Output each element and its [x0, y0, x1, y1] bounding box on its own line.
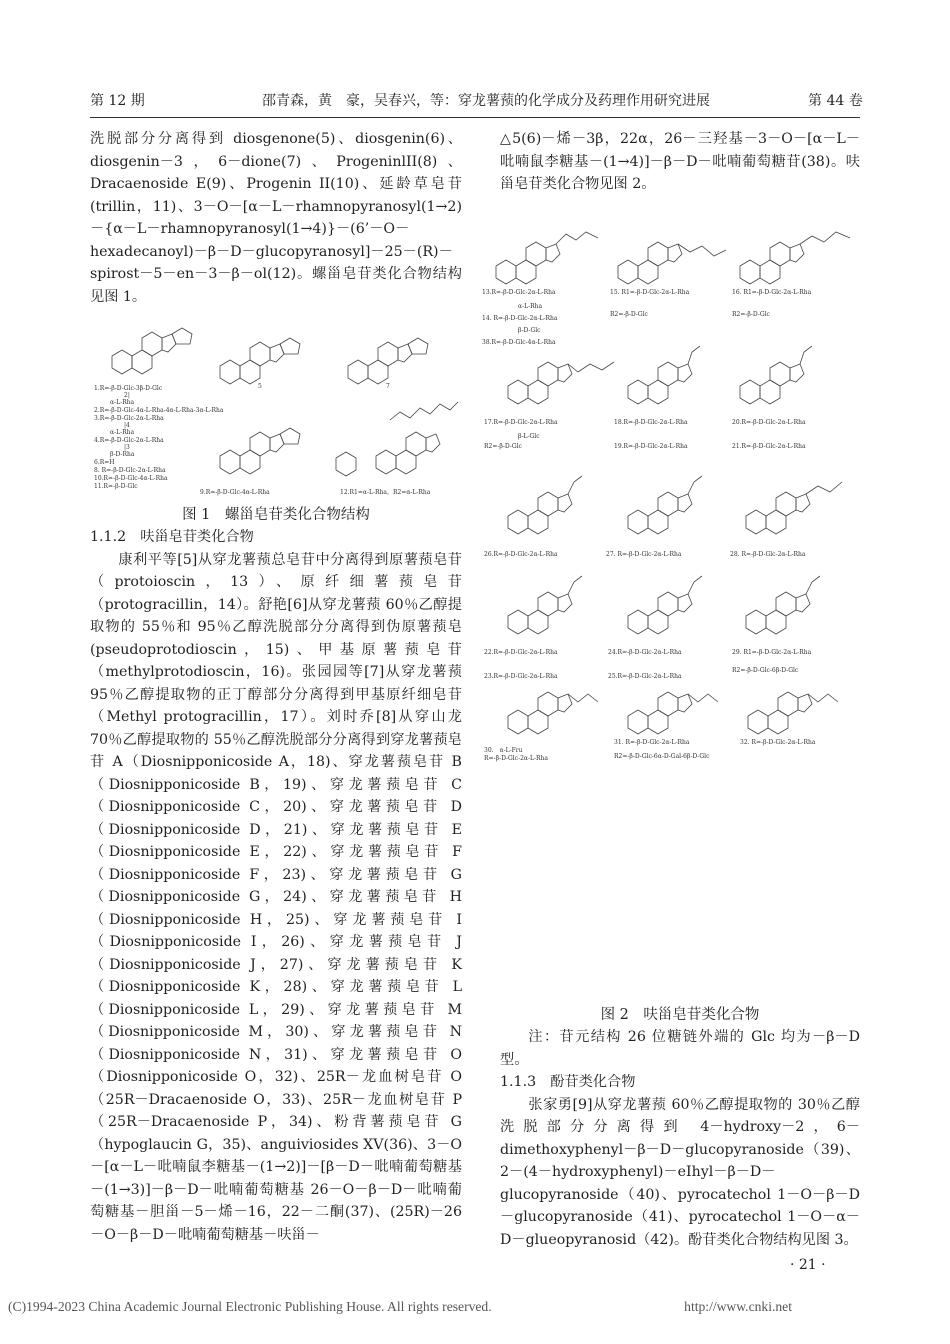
section-heading-1-1-2: 1.1.2 呋甾皂苷类化合物 [90, 529, 254, 545]
header-issue: 第 12 期 [90, 93, 145, 109]
right-column-bottom [500, 1026, 860, 1251]
header-rule [90, 117, 860, 118]
fig2-label: R2=-β-D-Glc [732, 311, 770, 318]
fig2-label: α-L-Rha [518, 303, 543, 310]
fig2-label: β-L-Glc [518, 433, 540, 440]
paragraph-furostanol: 康利平等[5]从穿龙薯蓣总皂苷中分离得到原薯蓣皂苷（protoioscin，13）、原纤细薯蓣皂苷（protogracillin，14）。舒艳[6]从穿龙薯蓣 60％乙醇提取物的 55％和 95％乙醇洗脱部分分离得到伪原薯蓣皂(pseudoprotodioscin，15)、甲基原薯蓣皂苷（methylprotodioscin，16)。张园园等[7]从穿龙薯蓣 95％乙醇提取物的正丁醇部分分离得到甲基原纤细皂苷（Methyl protogracillin，17）。刘时乔[8]从穿山龙 70％乙醇提取物的 55％乙醇洗脱部分分离得到穿龙薯蓣皂苷 A（Diosnipponicoside A，18)、穿龙薯蓣皂苷 B（Diosnipponicoside B，19)、穿龙薯蓣皂苷 C（Diosnipponicoside C，20)、穿龙薯蓣皂苷 D（Diosnipponicoside D，21)、穿龙薯蓣皂苷 E（Diosnipponicoside E，22)、穿龙薯蓣皂苷 F（Diosnipponicoside F，23)、穿龙薯蓣皂苷 G（Diosnipponicoside G，24)、穿龙薯蓣皂苷 H（Diosnipponicoside H，25)、穿龙薯蓣皂苷 I（Diosnipponicoside I，26)、穿龙薯蓣皂苷 J（Diosnipponicoside J，27)、穿龙薯蓣皂苷 K（Diosnipponicoside K，28)、穿龙薯蓣皂苷 L（Diosnipponicoside L，29)、穿龙薯蓣皂苷 M（Diosnipponicoside M，30)、穿龙薯蓣皂苷 N（Diosnipponicoside N，31)、穿龙薯蓣皂苷 O（Diosnipponicoside O，32)、25R－龙血树皂苷 O（25R－Dracaenoside O，33)、25R－龙血树皂苷 P（25R－Dracaenoside P，34)、粉背薯蓣皂苷 G（hypoglaucin G，35)、anguiviosides XV(36)、3－O－[α－L－吡喃鼠李糖基－(1→2)]－[β－D－吡喃葡萄糖基－(1→3)]－β－D－吡喃葡萄糖基 26－O－β－D－吡喃葡萄糖基－胆甾－5－烯－16，22－二酮(37)、(25R)－26－O－β－D－吡喃葡萄糖基－呋甾－ [90, 551, 462, 1243]
fig1-label: 12.R1=α-L-Rha，R2=α-L-Rha [340, 489, 431, 496]
footer-copyright: (C)1994-2023 China Academic Journal Electronic Publishing House. All rights reserved. [8, 1299, 492, 1314]
section-heading-1-1-3: 1.1.3 酚苷类化合物 [500, 1074, 636, 1090]
fig2-label: R2=-β-D-Glc-6α-D-Gal-6β-D-Glc [614, 753, 710, 760]
paragraph-phenolic: 张家勇[9]从穿龙薯蓣 60％乙醇提取物的 30％乙醇洗脱部分分离得到 4－hydroxy－2，6－dimethoxyphenyl－β－D－glucopyranoside（39)、2－(4－hydroxyphenyl)－eIhyl－β－D－glucopyranoside（40)、pyrocatechol 1－O－β－D－glucopyranoside（41)、pyrocatechol 1－O－α－D－glueopyranosid（42)。酚苷类化合物结构见图 3。 [500, 1096, 860, 1248]
fig2-label: R2=-β-D-Glc-6β-D-Glc [732, 667, 799, 674]
fig2-label: 15. R1=-β-D-Glc-2α-L-Rha [610, 289, 690, 296]
fig2-label: 38.R=-β-D-Glc-4α-L-Rha [482, 339, 556, 346]
fig2-label: 31. R=-β-D-Glc-2α-L-Rha [614, 739, 690, 746]
fig2-label: 23.R=-β-D-Glc-2α-L-Rha [484, 673, 558, 680]
fig2-label: R2=-β-D-Glc [610, 311, 648, 318]
fig2-label: 16. R1=-β-D-Glc-2α-L-Rha [732, 289, 812, 296]
fig1-label: 2.R=-β-D-Glc-4α-L-Rha-4α-L-Rha-3α-L-Rha [94, 407, 224, 414]
fig1-label: β-D-Rha [110, 451, 135, 458]
left-column-top [90, 128, 462, 308]
steroid-skeleton-1 [112, 328, 192, 374]
steroid-skeleton-5 [220, 338, 300, 384]
fig2-label: 32. R=-β-D-Glc-2α-L-Rha [740, 739, 816, 746]
left-column-bottom [90, 526, 462, 1246]
fig2-label: 29. R1=-β-D-Glc-2α-L-Rha [732, 649, 812, 656]
fig2-label: 27. R=-β-D-Glc-2α-L-Rha [606, 551, 682, 558]
footer [8, 1299, 942, 1315]
figure-2-caption: 图 2 呋甾皂苷类化合物 [600, 1007, 760, 1023]
fig2-label: 24.R=-β-D-Glc-2α-L-Rha [608, 649, 682, 656]
paragraph-compound-38: △5(6)－烯－3β，22α，26－三羟基－3－O－[α－L－吡喃鼠李糖基－(1→4)]－β－D－吡喃葡萄糖苷(38)。呋甾皂苷类化合物见图 2。 [500, 131, 860, 192]
fig1-label: 11.R=-β-D-Glc [94, 483, 138, 490]
fig2-label: R=-β-D-Glc-2α-L-Rha [484, 755, 548, 762]
fig2-label: 22.R=-β-D-Glc-2α-L-Rha [484, 649, 558, 656]
header-volume: 第 44 卷 [808, 93, 863, 109]
steroid-skeleton-12 [336, 402, 458, 476]
fig1-label: |4 [124, 422, 130, 429]
figure-1-labels [94, 383, 431, 496]
figure-1-caption: 图 1 螺甾皂苷类化合物结构 [182, 507, 370, 523]
fig2-label: 18.R=-β-D-Glc-2α-L-Rha [614, 419, 688, 426]
fig2-label: 19.R=-β-D-Glc-2α-L-Rha [614, 443, 688, 450]
figure-1-drawing [90, 308, 462, 500]
fig2-label: 21.R=-β-D-Glc-2α-L-Rha [732, 443, 806, 450]
page-number: · 21 · [790, 1257, 826, 1273]
paragraph-spirostanol-list: 洗脱部分分离得到 diosgenone(5)、diosgenin(6)、diosgenin－3，6－dione(7)、ProgeninlII(8)、Dracaenoside E(9)、Progenin II(10)、延龄草皂苷(trillin，11)、3－O－[α－L－rhamnopyranosyl(1→2)－{α－L－rhamnopyranosyl(1→4)}－(6’－O－hexadecanoyl)－β－D－glucopyranosyl]－25－(R)－spirost－5－en－3－β－ol(12)。螺甾皂苷类化合物结构见图 1。 [90, 131, 462, 305]
figure-2-bottom-row [478, 762, 862, 998]
fig2-label: 14. R=-β-D-Glc-2α-L-Rha [482, 315, 558, 322]
fig1-label: α-L-Rha [110, 429, 135, 436]
fig2-label: 13.R=-β-D-Glc-2α-L-Rha [482, 289, 556, 296]
fig1-label: 9.R=-β-D-Glc-4α-L-Rha [200, 489, 270, 496]
fig1-label: 7 [386, 383, 390, 390]
fig1-label: |3 [124, 444, 130, 451]
furostanol-skeletons [496, 232, 850, 734]
fig1-label: 8. R=-β-D-Glc-2α-L-Rha [94, 467, 166, 474]
fig2-label: 28. R=-β-D-Glc-2α-L-Rha [730, 551, 806, 558]
fig1-label: 4.R=-β-D-Glc-2α-L-Rha [94, 437, 164, 444]
figure-2-note: 注：苷元结构 26 位糖链外端的 Glc 均为－β－D 型。 [500, 1029, 860, 1068]
fig1-label: 5 [258, 383, 262, 390]
fig1-label: α-L-Rha [110, 399, 135, 406]
fig1-label: 3.R=-β-D-Glc-2α-L-Rha [94, 415, 164, 422]
fig1-label: 1.R=-β-D-Glc-3β-D-Glc [94, 385, 163, 392]
steroid-skeleton-7 [348, 338, 428, 384]
fig2-label: 20.R=-β-D-Glc-2α-L-Rha [732, 419, 806, 426]
figure-2-drawing [478, 196, 862, 762]
figure-2 [478, 196, 862, 762]
fig2-label: 17.R=-β-D-Glc-2α-L-Rha [484, 419, 558, 426]
fig2-label: R2=-β-D-Glc [484, 443, 522, 450]
header-title: 邵青森，黄 豪，吴春兴，等：穿龙薯蓣的化学成分及药理作用研究进展 [262, 93, 710, 109]
steroid-skeleton-9 [220, 428, 300, 474]
figure-1 [90, 308, 462, 500]
right-column-top [500, 128, 860, 196]
fig2-label: 26.R=-β-D-Glc-2α-L-Rha [484, 551, 558, 558]
fig2-label: β-D-Glc [518, 327, 541, 334]
fig2-label: 25.R=-β-D-Glc-2α-L-Rha [608, 673, 682, 680]
fig1-label: 2| [124, 392, 130, 399]
fig1-label: 6.R=H [94, 459, 115, 466]
fig1-label: 10.R=-β-D-Glc-4α-L-Rha [94, 475, 168, 482]
footer-url[interactable]: http://www.cnki.net [684, 1299, 792, 1314]
fig2-label: 30. α-L-Fru [484, 747, 523, 754]
